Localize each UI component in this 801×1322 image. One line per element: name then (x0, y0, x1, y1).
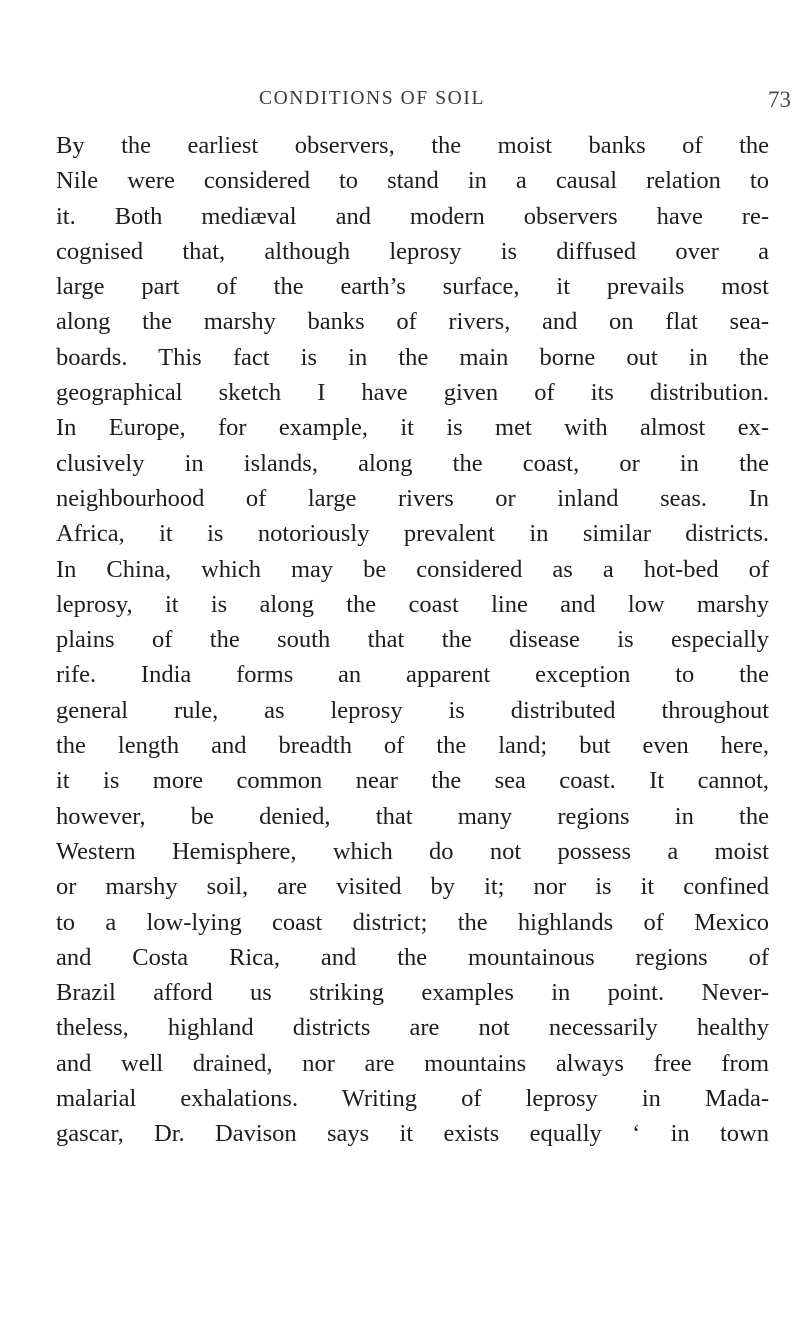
text-line: cognised that, although leprosy is diffused over a (56, 237, 769, 265)
text-line: however, be denied, that many regions in the (56, 802, 769, 830)
body-text (56, 128, 769, 1152)
text-line: leprosy, it is along the coast line and low marshy (56, 590, 769, 618)
text-line: Western Hemisphere, which do not possess a moist (56, 837, 769, 865)
text-line: theless, highland districts are not necessarily healthy (56, 1014, 769, 1042)
text-line: Nile were considered to stand in a causal relation to (56, 167, 769, 195)
text-line: In China, which may be considered as a hot-bed of (56, 555, 769, 583)
running-head (0, 88, 801, 118)
text-line: along the marshy banks of rivers, and on flat sea- (56, 308, 769, 336)
text-line: or marshy soil, are visited by it; nor is it confined (56, 873, 769, 901)
text-line: it is more common near the sea coast. It cannot, (56, 767, 769, 795)
text-line: large part of the earth’s surface, it prevails most (56, 273, 769, 301)
text-line: In Europe, for example, it is met with almost ex- (56, 414, 769, 442)
text-line: boards. This fact is in the main borne out in the (56, 343, 769, 371)
text-line: to a low-lying coast district; the highlands of Mexico (56, 908, 769, 936)
text-line: gascar, Dr. Davison says it exists equally ‘ in town (56, 1120, 769, 1148)
text-line: Brazil afford us striking examples in point. Never- (56, 979, 769, 1007)
running-title: CONDITIONS OF SOIL (259, 88, 485, 109)
text-line: clusively in islands, along the coast, or in the (56, 449, 769, 477)
text-line: plains of the south that the disease is especially (56, 626, 769, 654)
text-line: and well drained, nor are mountains always free from (56, 1049, 769, 1077)
text-line: the length and breadth of the land; but even here, (56, 732, 769, 760)
text-line: neighbourhood of large rivers or inland seas. In (56, 484, 769, 512)
text-line: general rule, as leprosy is distributed throughout (56, 696, 769, 724)
text-line: it. Both mediæval and modern observers have re- (56, 202, 769, 230)
text-line: geographical sketch I have given of its distribution. (56, 379, 769, 407)
text-line: Africa, it is notoriously prevalent in similar districts. (56, 520, 769, 548)
page-number: 73 (768, 87, 791, 112)
text-line: and Costa Rica, and the mountainous regions of (56, 943, 769, 971)
text-line: By the earliest observers, the moist banks of the (56, 132, 769, 159)
text-line: malarial exhalations. Writing of leprosy in Mada- (56, 1085, 769, 1113)
text-line: rife. India forms an apparent exception to the (56, 661, 769, 689)
